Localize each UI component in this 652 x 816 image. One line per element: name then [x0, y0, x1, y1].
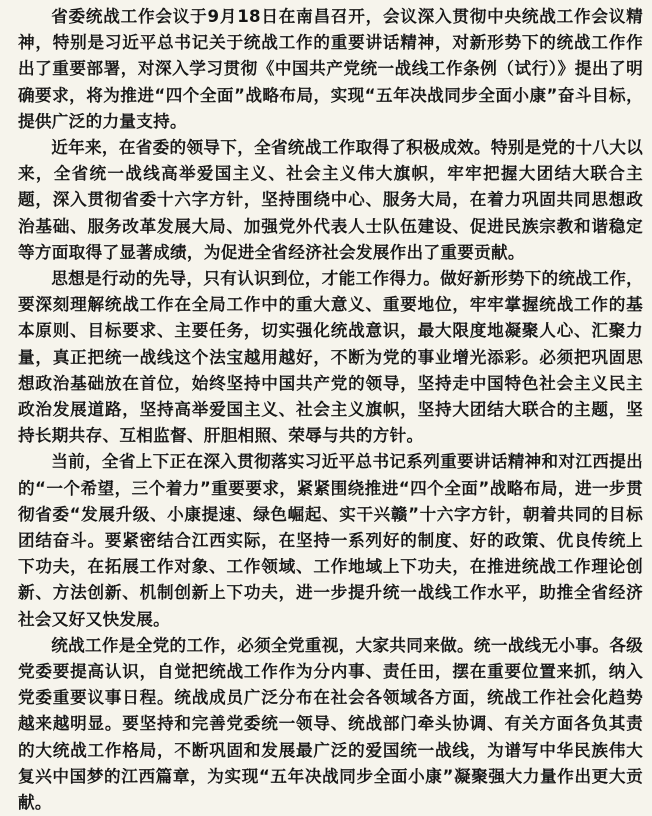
paragraph-2: 近年来，在省委的领导下，全省统战工作取得了积极成效。特别是党的十八大以来，全省统一战线高举爱国主义、社会主义伟大旗帜，牢牢把握大团结大联合主题，深入贯彻省委十六字方针，坚持围绕中心、服务大局，在着力巩固共同思想政治基础、服务改革发展大局、加强党外代表人士队伍建设、促进民族宗教和谐稳定等方面取得了显著成绩，为促进全省经济社会发展作出了重要贡献。	[18, 138, 643, 262]
paragraph-5: 统战工作是全党的工作，必须全党重视，大家共同来做。统一战线无小事。各级党委要提高认识，自觉把统战工作作为分内事、责任田，摆在重要位置来抓，纳入党委重要议事日程。统战成员广泛分布在社会各领域各方面，统战工作社会化趋势越来越明显。要坚持和完善党委统一领导、统战部门牵头协调、有关方面各负其责的大统战工作格局，不断巩固和发展最广泛的爱国统一战线，为谱写中华民族伟大复兴中国梦的江西篇章，为实现“五年决战同步全面小康”凝聚强大力量作出更大贡献。	[18, 635, 643, 813]
paragraph-1: 省委统战工作会议于9月18日在南昌召开，会议深入贯彻中央统战工作会议精神，特别是习近平总书记关于统战工作的重要讲话精神，对新形势下的统战工作作出了重要部署，对深入学习贯彻《中国共产党统一战线工作条例（试行）》提出了明确要求，将为推进“四个全面”战略布局，实现“五年决战同步全面小康”奋斗目标，提供广泛的力量支持。	[18, 7, 643, 131]
paragraph-3: 思想是行动的先导，只有认识到位，才能工作得力。做好新形势下的统战工作，要深刻理解统战工作在全局工作中的重大意义、重要地位，牢牢掌握统战工作的基本原则、目标要求、主要任务，切实强化统战意识，最大限度地凝聚人心、汇聚力量，真正把统一战线这个法宝越用越好，不断为党的事业增光添彩。必须把巩固思想政治基础放在首位，始终坚持中国共产党的领导，坚持走中国特色社会主义民主政治发展道路，坚持高举爱国主义、社会主义旗帜，坚持大团结大联合的主题，坚持长期共存、互相监督、肝胆相照、荣辱与共的方针。	[18, 269, 643, 446]
paragraph-4: 当前，全省上下正在深入贯彻落实习近平总书记系列重要讲话精神和对江西提出的“一个希望，三个着力”重要要求，紧紧围绕推进“四个全面”战略布局，进一步贯彻省委“发展升级、小康提速、绿色崛起、实干兴赣”十六字方针，朝着共同的目标团结奋斗。要紧密结合江西实际，在坚持一系列好的制度、好的政策、优良传统上下功夫，在拓展工作对象、工作领域、工作地域上下功夫，在推进统战工作理论创新、方法创新、机制创新上下功夫，进一步提升统一战线工作水平，助推全省经济社会又好又快发展。	[18, 452, 643, 629]
